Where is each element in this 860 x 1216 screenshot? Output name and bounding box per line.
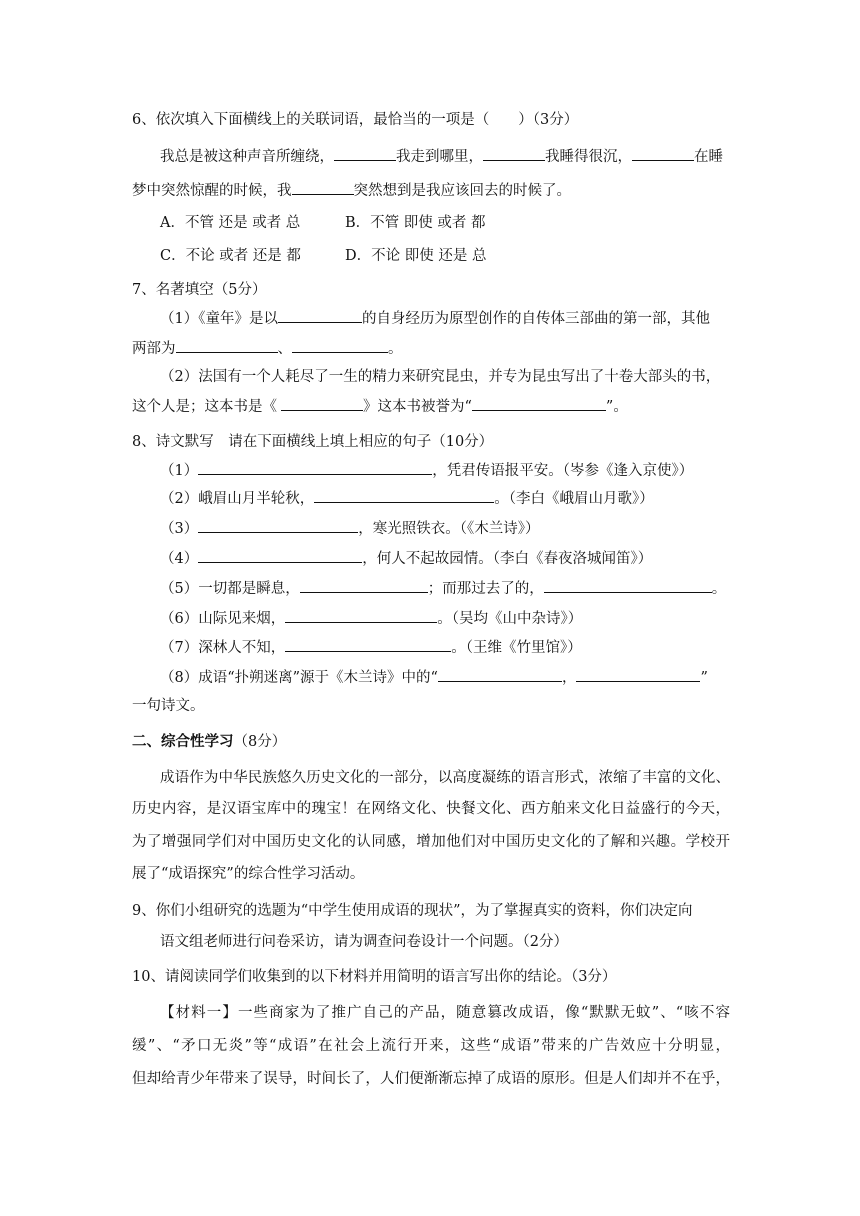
q6-option-a[interactable]: A．不管 还是 或者 总 [160, 215, 301, 231]
q8-line7: （7）深林人不知， 。（王维《竹里馆》） [160, 637, 582, 658]
q8-line1: （1） ，凭君传语报平安。（岑参《逢入京使》） [160, 460, 693, 481]
q9-line2: 语文组老师进行问卷采访，请为调查问卷设计一个问题。（2分） [160, 934, 568, 950]
blank[interactable] [334, 146, 396, 161]
q8-line4: （4） ，何人不起故园情。（李白《春夜洛城闻笛》） [160, 548, 652, 569]
q8-line8-tail: 一句诗文。 [132, 698, 205, 714]
blank[interactable] [176, 338, 278, 353]
q6-stem: 6、依次填入下面横线上的关联词语，最恰当的一项是（ ）（3分） [132, 112, 579, 128]
q8-line6: （6）山际见来烟， 。（吴均《山中杂诗》） [160, 608, 582, 629]
blank[interactable] [472, 396, 606, 411]
blank[interactable] [300, 578, 428, 593]
q7-item1-line2: 两部为 、 。 [132, 338, 403, 359]
blank[interactable] [198, 548, 362, 563]
q6-option-b[interactable]: B．不管 即使 或者 都 [345, 215, 486, 231]
blank[interactable] [483, 146, 545, 161]
q8-stem: 8、诗文默写 请在下面横线上填上相应的句子（10分） [132, 434, 494, 450]
blank[interactable] [278, 308, 362, 323]
section2-para-line1: 成语作为中华民族悠久历史文化的一部分，以高度凝练的语言形式，浓缩了丰富的文化、 [160, 770, 730, 786]
q8-line2: （2）峨眉山月半轮秋， 。（李白《峨眉山月歌》） [160, 488, 654, 509]
blank[interactable] [544, 578, 712, 593]
blank[interactable] [292, 180, 354, 195]
blank[interactable] [632, 146, 694, 161]
q6-passage-line2: 梦中突然惊醒的时候，我 突然想到是我应该回去的时候了。 [132, 180, 571, 201]
blank[interactable] [281, 396, 363, 411]
q10-material1-line2: 缓”、“矛口无炎”等“成语”在社会上流行开来，这些“成语”带来的广告效应十分明显， [132, 1038, 730, 1054]
blank[interactable] [285, 608, 437, 623]
section2-para-line4: 展了“成语探究”的综合性学习活动。 [132, 866, 365, 882]
section2-heading: 二、综合性学习（8分） [132, 734, 287, 750]
q7-item1-line1: （1）《童年》是以 的自身经历为原型创作的自传体三部曲的第一部，其他 [160, 308, 710, 329]
q9-line1: 9、你们小组研究的选题为“中学生使用成语的现状”，为了掌握真实的资料，你们决定向 [132, 903, 693, 919]
blank[interactable] [285, 637, 451, 652]
q10-material1-line1: 【材料一】一些商家为了推广自己的产品，随意篡改成语，像“默默无蚊”、“咳不容 [160, 1005, 730, 1021]
section2-para-line3: 为了增强同学们对中国历史文化的认同感，增加他们对中国历史文化的了解和兴趣。学校开 [132, 834, 730, 850]
q8-line5: （5）一切都是瞬息， ；而那过去了的， 。 [160, 578, 726, 599]
blank[interactable] [292, 338, 388, 353]
q7-stem: 7、名著填空（5分） [132, 282, 267, 298]
blank[interactable] [198, 518, 358, 533]
blank[interactable] [438, 667, 562, 682]
q6-option-c[interactable]: C．不论 或者 还是 都 [160, 248, 301, 264]
q6-option-d[interactable]: D．不论 即使 还是 总 [345, 248, 487, 264]
q7-item2-line2: 这个人是；这本书是《 》这本书被誉为“ ”。 [132, 396, 628, 417]
blank[interactable] [198, 460, 432, 475]
blank[interactable] [576, 667, 700, 682]
q7-item2-line1: （2）法国有一个人耗尽了一生的精力来研究昆虫，并专为昆虫写出了十卷大部头的书， [160, 369, 721, 385]
q10-material1-line3: 但却给青少年带来了误导，时间长了，人们便渐渐忘掉了成语的原形。但是人们却并不在乎， [132, 1071, 730, 1087]
q8-line3: （3） ，寒光照铁衣。（《木兰诗》） [160, 518, 539, 539]
q6-passage-line1: 我总是被这种声音所缠绕， 我走到哪里， 我睡得很沉， 在睡 [160, 146, 723, 167]
q8-line8: （8）成语“扑朔迷离”源于《木兰诗》中的“ ， ” [160, 667, 708, 688]
section2-para-line2: 历史内容，是汉语宝库中的瑰宝！在网络文化、快餐文化、西方舶来文化日益盛行的今天， [132, 801, 730, 817]
blank[interactable] [314, 488, 494, 503]
q10-stem: 10、请阅读同学们收集到的以下材料并用简明的语言写出你的结论。（3分） [132, 969, 617, 985]
